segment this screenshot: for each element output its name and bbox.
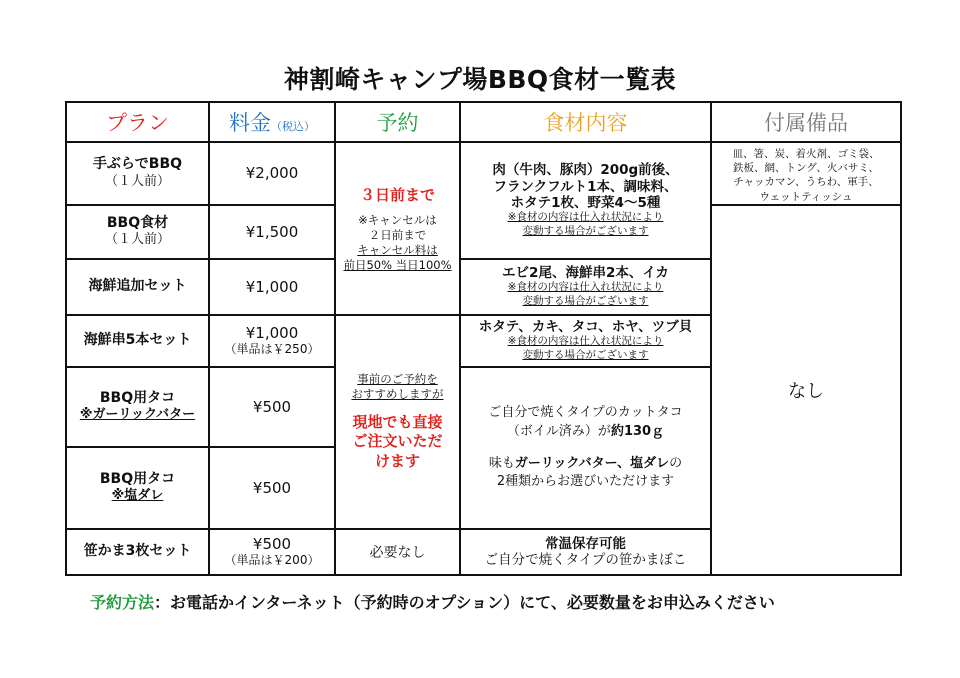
plan-cell [66, 142, 209, 205]
header-price [209, 102, 335, 142]
equipment-line: 鉄板、網、トング、火バサミ、 [733, 162, 879, 175]
food-line: ホタテ、カキ、タコ、ホヤ、ツブ貝 [478, 318, 693, 335]
reserve-cancel-line: 前日50% 当日100% [343, 257, 452, 272]
plan-name: 笹かま3枚セット [83, 542, 192, 559]
header-plan: プラン [66, 102, 209, 142]
reserve-onsite-line: ご注文いただ [352, 432, 443, 451]
header-reserve: 予約 [335, 102, 460, 142]
price-value: ¥1,000 [245, 324, 299, 343]
food-cell [460, 367, 711, 529]
price-cell [209, 315, 335, 367]
price-value: ¥500 [252, 478, 292, 497]
price-value: ¥500 [252, 397, 292, 416]
price-cell [209, 142, 335, 205]
equipment-none: なし [788, 380, 824, 402]
reserve-cell [335, 315, 460, 529]
plan-name: BBQ用タコ [99, 389, 176, 406]
plan-name: 手ぶらでBBQ [92, 156, 183, 173]
reserve-cancel-line: ※キャンセルは [358, 212, 437, 227]
food-cell [460, 529, 711, 575]
food-line: フランクフルト1本、調味料、 [493, 178, 678, 195]
reserve-cell [335, 142, 460, 315]
food-line: 常温保存可能 [545, 535, 626, 552]
header-price-label: 料金 [229, 111, 271, 135]
plan-cell [66, 367, 209, 447]
food-note: ※食材の内容は仕入れ状況により [507, 210, 664, 223]
equipment-cell [711, 142, 901, 205]
plan-note: ※ガーリックバター [79, 407, 196, 423]
food-highlight: 約130ｇ [610, 423, 665, 439]
food-line: 2種類からお選びいただけます [496, 473, 675, 489]
food-note: 変動する場合がございます [522, 224, 649, 237]
price-value: ¥2,000 [245, 164, 299, 183]
reserve-cancel-line: ２日前まで [368, 227, 427, 242]
food-line: の [669, 455, 683, 471]
food-line: ホタテ1枚、野菜4～5種 [510, 194, 661, 211]
plan-sub: （１人前） [104, 173, 170, 189]
equipment-cell [711, 205, 901, 575]
reserve-onsite-line: 現地でも直接 [352, 412, 443, 431]
food-highlight: ガーリックバター、塩ダレ [514, 455, 670, 471]
equipment-line: ウェットティッシュ [759, 190, 853, 203]
price-cell [209, 447, 335, 529]
food-note: 変動する場合がございます [522, 348, 649, 361]
reserve-cancel-line: キャンセル料は [357, 242, 438, 257]
reservation-method-text: ：お電話かインターネット（予約時のオプション）にて、必要数量をお申込みください [154, 593, 775, 612]
food-cell [460, 315, 711, 367]
plan-sub: （１人前） [104, 232, 170, 248]
food-note: 変動する場合がございます [522, 294, 649, 307]
plan-name: BBQ用タコ [99, 470, 176, 487]
food-line: ご自分で焼くタイプのカットタコ [488, 405, 683, 421]
header-equipment: 付属備品 [711, 102, 901, 142]
food-line: 肉（牛肉、豚肉）200g前後、 [492, 162, 679, 179]
price-cell [209, 367, 335, 447]
page-title: 神割崎キャンプ場BBQ食材一覧表 [283, 65, 677, 94]
food-note: ※食材の内容は仕入れ状況により [507, 335, 664, 348]
reserve-not-needed: 必要なし [369, 544, 426, 561]
plan-cell [66, 315, 209, 367]
price-sub: （単品は￥200） [224, 553, 320, 568]
food-cell [460, 259, 711, 315]
food-line: 味も [488, 455, 515, 471]
table-row [66, 142, 901, 205]
reservation-method [90, 590, 775, 613]
price-cell [209, 259, 335, 315]
food-line: ご自分で焼くタイプの笹かまぼこ [484, 551, 687, 568]
price-cell [209, 529, 335, 575]
plan-name: BBQ食材 [106, 214, 169, 231]
plan-cell [66, 447, 209, 529]
plan-cell [66, 259, 209, 315]
reserve-deadline: ３日前まで [359, 185, 435, 204]
food-line: （ボイル済み）が [506, 423, 611, 439]
header-price-tax: （税込） [271, 120, 315, 133]
equipment-line: 皿、箸、炭、着火剤、ゴミ袋、 [732, 148, 880, 160]
bbq-menu-table [65, 101, 902, 576]
price-value: ¥1,000 [245, 277, 299, 296]
plan-cell [66, 529, 209, 575]
reservation-method-label: 予約方法 [90, 593, 155, 612]
food-cell [460, 142, 711, 259]
food-line: エビ2尾、海鮮串2本、イカ [502, 264, 669, 281]
reserve-recommend-line: 事前のご予約を [357, 371, 438, 386]
reserve-recommend-line: おすすめしますが [351, 387, 444, 402]
reserve-cell [335, 529, 460, 575]
price-cell [209, 205, 335, 259]
plan-name: 海鮮串5本セット [83, 331, 192, 348]
plan-cell [66, 205, 209, 259]
price-value: ¥1,500 [245, 222, 299, 241]
equipment-line: チャッカマン、うちわ、軍手、 [733, 176, 879, 189]
price-sub: （単品は￥250） [224, 342, 320, 357]
reserve-onsite-line: けます [374, 451, 420, 470]
plan-name: 海鮮追加セット [88, 277, 187, 294]
header-food: 食材内容 [460, 102, 711, 142]
header-row [66, 102, 901, 142]
food-note: ※食材の内容は仕入れ状況により [507, 281, 664, 294]
price-value: ¥500 [252, 535, 292, 554]
plan-note: ※塩ダレ [111, 488, 164, 504]
